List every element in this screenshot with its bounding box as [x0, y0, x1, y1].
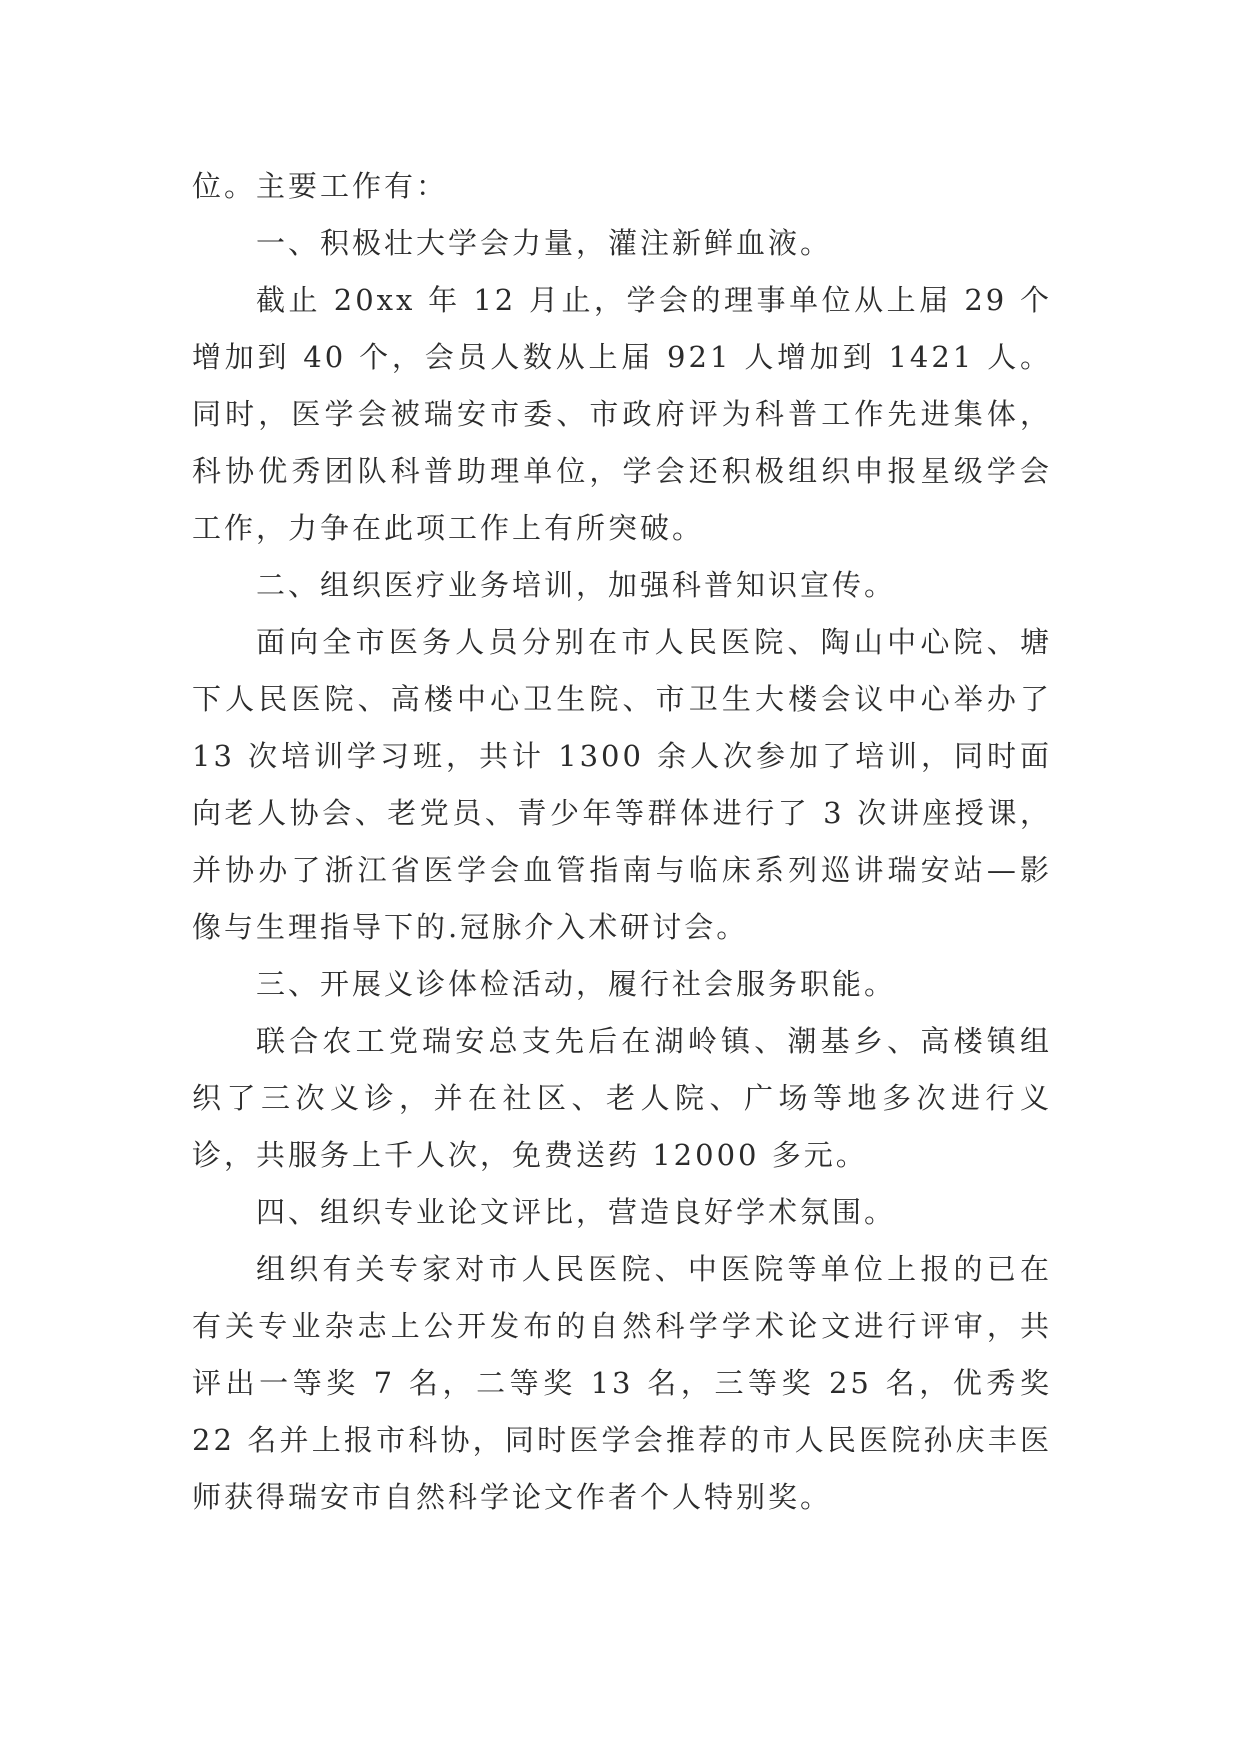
section-heading-4: 四、组织专业论文评比，营造良好学术氛围。 [256, 1195, 897, 1229]
section-heading-1: 一、积极壮大学会力量，灌注新鲜血液。 [256, 226, 833, 260]
paragraph-1: 截止 20xx 年 12 月止，学会的理事单位从上届 29 个增加到 40 个，会员人数从上届 921 人增加到 1421 人。同时，医学会被瑞安市委、市政府评为科普工作先进集体，科协优秀团队科普助理单位，学会还积极组织申报星级学会工作，力争在此项工作上有所突破。 [192, 283, 1052, 545]
document-body [192, 158, 1052, 1526]
paragraph-4: 组织有关专家对市人民医院、中医院等单位上报的已在有关专业杂志上公开发布的自然科学学术论文进行评审，共评出一等奖 7 名，二等奖 13 名，三等奖 25 名，优秀奖 22 名并上报市科协，同时医学会推荐的市人民医院孙庆丰医师获得瑞安市自然科学论文作者个人特别奖。 [192, 1252, 1052, 1514]
paragraph-3: 联合农工党瑞安总支先后在湖岭镇、潮基乡、高楼镇组织了三次义诊，并在社区、老人院、广场等地多次进行义诊，共服务上千人次，免费送药 12000 多元。 [192, 1024, 1052, 1172]
paragraph-2: 面向全市医务人员分别在市人民医院、陶山中心院、塘下人民医院、高楼中心卫生院、市卫生大楼会议中心举办了 13 次培训学习班，共计 1300 余人次参加了培训，同时面向老人协会、老党员、青少年等群体进行了 3 次讲座授课，并协办了浙江省医学会血管指南与临床系列巡讲瑞安站—影像与生理指导下的.冠脉介入术研讨会。 [192, 625, 1052, 944]
paragraph-intro: 位。主要工作有： [192, 169, 449, 203]
section-heading-3: 三、开展义诊体检活动，履行社会服务职能。 [256, 967, 897, 1001]
section-heading-2: 二、组织医疗业务培训，加强科普知识宣传。 [256, 568, 897, 602]
